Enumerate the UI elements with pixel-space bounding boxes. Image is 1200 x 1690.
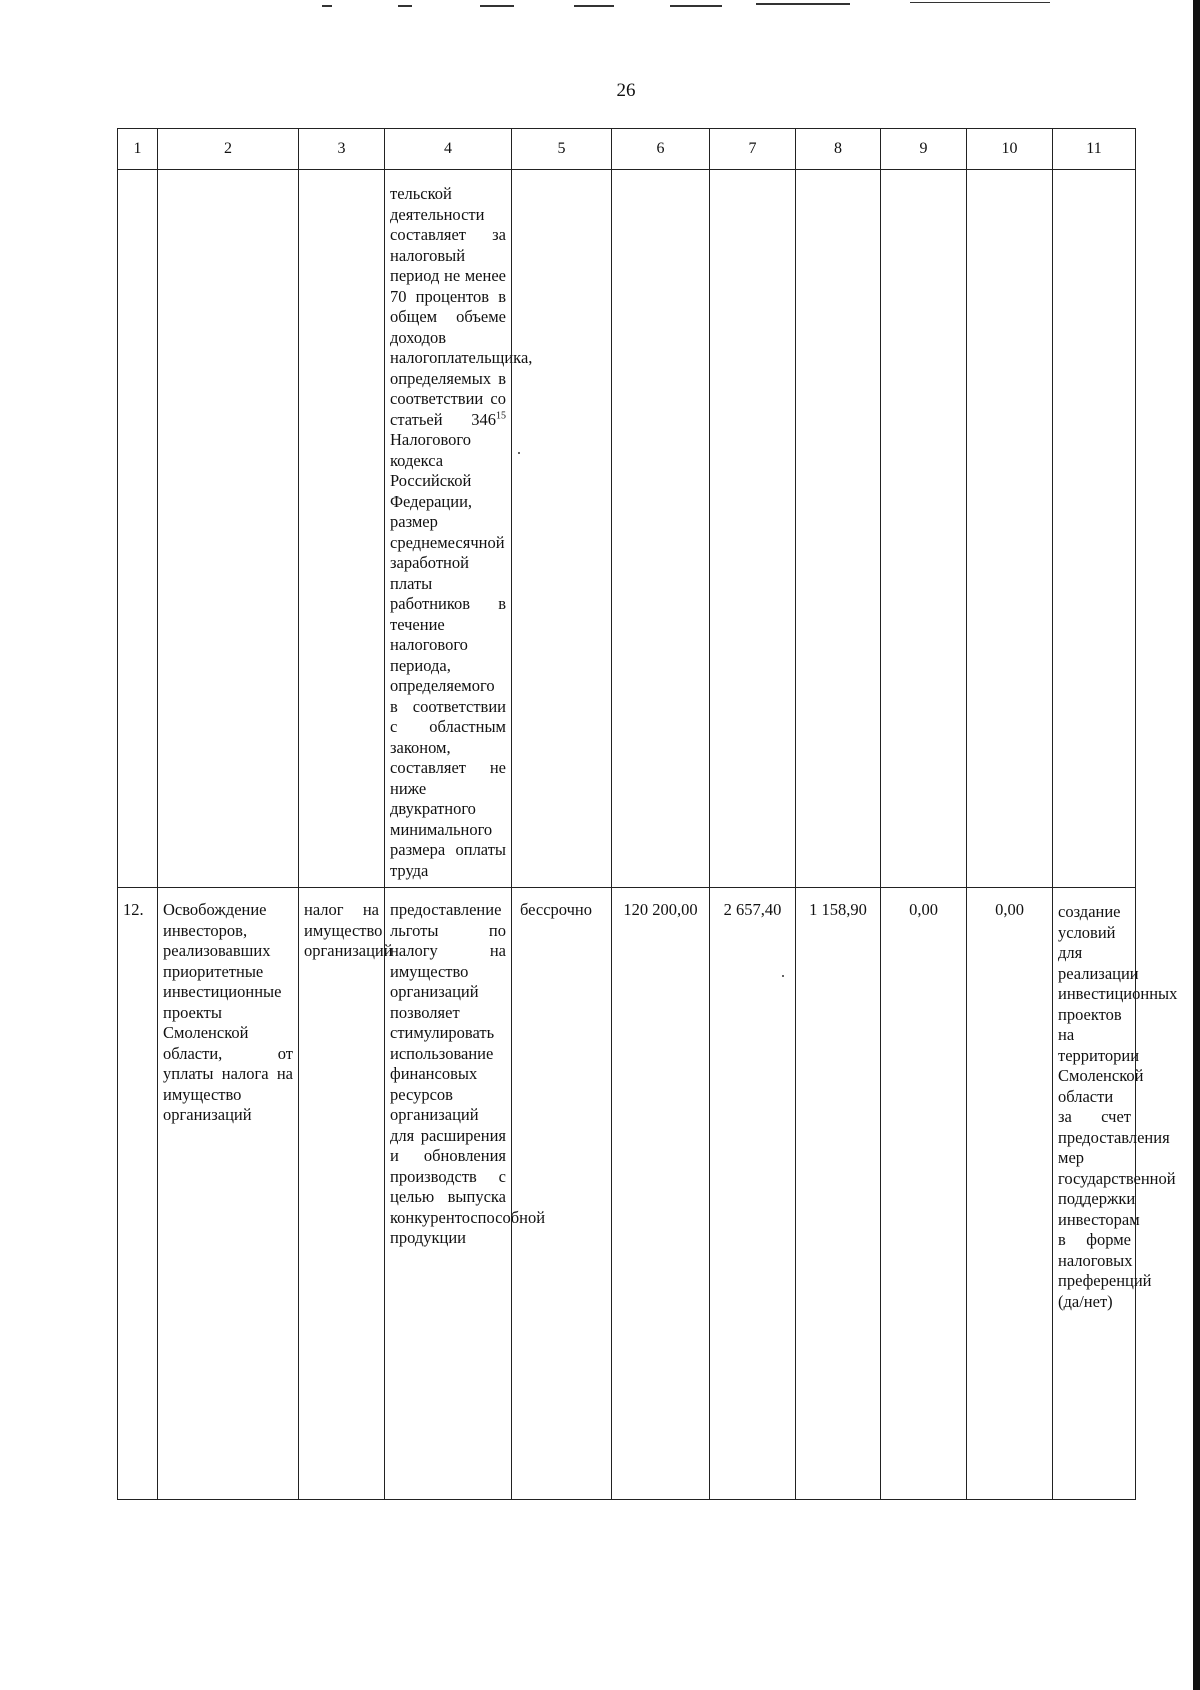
cell-goal xyxy=(1053,170,1136,888)
column-header: 10 xyxy=(967,129,1053,170)
cell-name: Освобождение инвесторов, реализовавших приоритетные инвестиционные проекты Смоленской области, от уплаты налога на имущество организаций xyxy=(158,888,299,1500)
cell-value: 120 200,00 xyxy=(612,888,710,1500)
scan-artifacts xyxy=(0,0,1200,14)
cell-value: 0,00 xyxy=(967,888,1053,1500)
column-header: 5 xyxy=(512,129,612,170)
column-header: 2 xyxy=(158,129,299,170)
scan-edge xyxy=(1193,0,1200,1690)
column-header: 6 xyxy=(612,129,710,170)
column-header: 8 xyxy=(796,129,881,170)
cell-number: 12. xyxy=(118,888,158,1500)
cell-tax: налог на имущество организаций xyxy=(299,888,385,1500)
column-header: 9 xyxy=(881,129,967,170)
column-header: 4 xyxy=(385,129,512,170)
continued-description: тельской деятельности составляет за налоговый период не менее 70 процентов в общем объеме доходов налогоплательщика, определяемых в соответствии со статьей $346^{15}$ Налогового кодекса Российской Федерации, размер среднемесячной заработной платы работников в течение налогового периода, определяемого в соответствии с областным законом, составляет не ниже двукратного минимального размера оплаты труда xyxy=(390,184,533,880)
cell-value xyxy=(967,170,1053,888)
cell-value: 2 657,40 xyxy=(710,888,796,1500)
cell-description xyxy=(385,170,533,888)
cell-value: 1 158,90 xyxy=(796,888,881,1500)
table-header-row xyxy=(118,129,1136,170)
cell-term: бессрочно xyxy=(512,888,612,1500)
cell-tax xyxy=(299,170,385,888)
cell-description: предоставление льготы по налогу на имущество организаций позволяет стимулировать использование финансовых ресурсов организаций для расширения и обновления производств с целью выпуска конкурентоспособной продукции xyxy=(385,888,512,1500)
column-header: 3 xyxy=(299,129,385,170)
cell-value: 0,00 xyxy=(881,888,967,1500)
cell-value xyxy=(881,170,967,888)
cell-term xyxy=(512,170,612,888)
cell-name xyxy=(158,170,299,888)
cell-value xyxy=(796,170,881,888)
table-row xyxy=(118,888,1136,1500)
cell-number xyxy=(118,170,158,888)
page-number: 26 xyxy=(616,80,636,101)
cell-goal: создание условий для реализации инвестиционных проектов на территории Смоленской области за счет предоставления мер государственной поддержки инвесторам в форме налоговых преференций (да/нет) xyxy=(1053,888,1136,1500)
column-header: 7 xyxy=(710,129,796,170)
data-table xyxy=(117,128,1178,1500)
cell-value xyxy=(612,170,710,888)
column-header: 1 xyxy=(118,129,158,170)
column-header: 11 xyxy=(1053,129,1136,170)
table-row xyxy=(118,170,1136,888)
cell-value xyxy=(710,170,796,888)
